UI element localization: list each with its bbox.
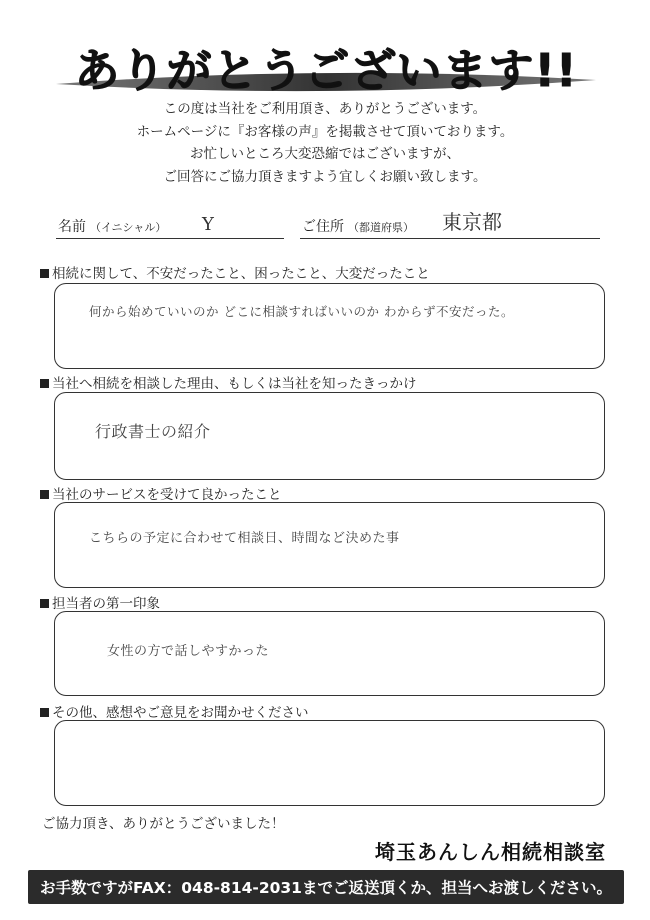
name-label: 名前 （イニシャル） — [58, 219, 167, 235]
thanks-message: ご協力頂き、ありがとうございました！ — [42, 816, 285, 832]
question-4-label: 担当者の第一印象 — [40, 592, 160, 612]
name-value: Y — [202, 214, 214, 235]
question-1-answer-box[interactable] — [54, 283, 605, 369]
intro-line: お忙しいところ大変恐縮ではございますが、 — [190, 146, 460, 162]
fax-notice: お手数ですがFAX：048-814-2031までご返送頂くか、担当へお渡しください。 — [40, 879, 612, 897]
question-3-answer-box[interactable] — [54, 502, 605, 588]
address-value: 東京都 — [442, 210, 502, 234]
fax-notice-bar — [28, 870, 624, 904]
question-5-answer-box[interactable] — [54, 720, 605, 806]
question-3-answer: こちらの予定に合わせて相談日、時間など決めた事 — [89, 531, 400, 546]
intro-text — [0, 98, 650, 188]
question-5-label: その他、感想やご意見をお聞かせください — [40, 701, 309, 721]
title-banner — [50, 20, 602, 98]
question-4-answer: 女性の方で話しやすかった — [107, 644, 270, 659]
address-label: ご住所 （都道府県） — [302, 219, 414, 235]
question-4-answer-box[interactable] — [54, 611, 605, 696]
name-field[interactable] — [56, 208, 284, 239]
address-note: （都道府県） — [348, 221, 414, 234]
square-bullet-icon — [40, 599, 49, 608]
intro-line: ご回答にご協力頂きますよう宜しくお願い致します。 — [163, 168, 487, 185]
question-3-label: 当社のサービスを受けて良かったこと — [40, 483, 282, 503]
square-bullet-icon — [40, 379, 49, 388]
square-bullet-icon — [40, 708, 49, 717]
page-title: ありがとうございます!! — [74, 44, 578, 97]
intro-line: ホームページに『お客様の声』を掲載させて頂いております。 — [136, 123, 514, 140]
square-bullet-icon — [40, 490, 49, 499]
question-2-answer: 行政書士の紹介 — [95, 422, 211, 441]
company-name: 埼玉あんしん相続相談室 — [375, 840, 606, 864]
name-note: （イニシャル） — [90, 221, 167, 234]
question-2-answer-box[interactable] — [54, 392, 605, 480]
question-2-label: 当社へ相続を相談した理由、もしくは当社を知ったきっかけ — [40, 372, 417, 392]
question-1-label: 相続に関して、不安だったこと、困ったこと、大変だったこと — [40, 262, 430, 282]
question-1-answer: 何から始めていいのか どこに相談すればいいのか わからず不安だった。 — [89, 304, 514, 319]
address-field[interactable] — [300, 208, 600, 239]
intro-line: この度は当社をご利用頂き、ありがとうございます。 — [163, 101, 487, 117]
square-bullet-icon — [40, 269, 49, 278]
